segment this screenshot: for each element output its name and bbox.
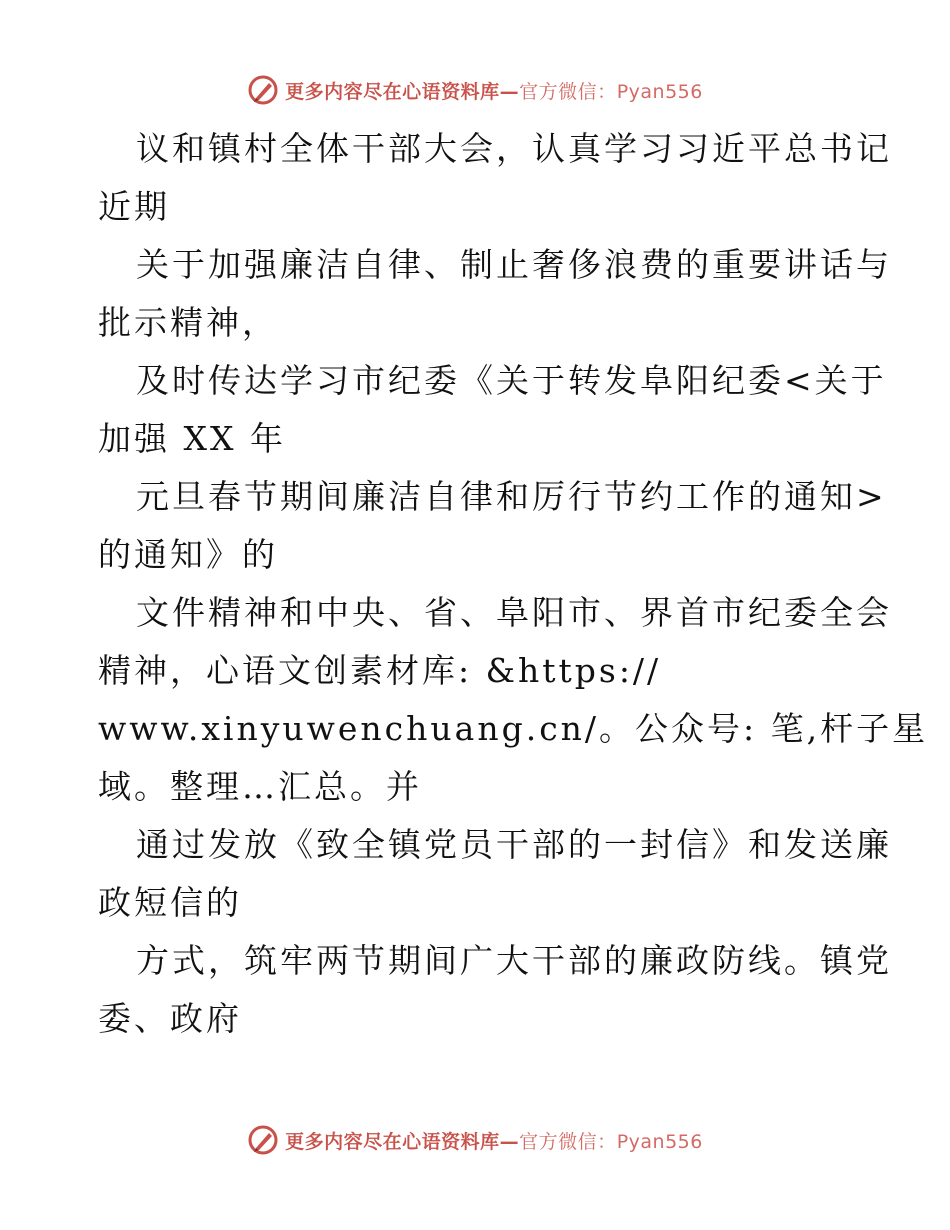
text-line: 精神，心语文创素材库: &https:// [98, 651, 662, 690]
text-line: 关于加强廉洁自律、制止奢侈浪费的重要讲话与 [136, 245, 892, 284]
text-line: 元旦春节期间廉洁自律和厉行节约工作的通知> [136, 477, 887, 516]
pen-logo-icon [247, 74, 279, 106]
header-watermark [0, 72, 950, 108]
watermark-wechat-id: Pyan556 [616, 1130, 703, 1153]
watermark-main-text: 更多内容尽在心语资料库 [285, 80, 500, 103]
text-line: www.xinyuwenchuang.cn/。公众号: 笔,杆子星 [98, 709, 929, 748]
text-line: 方式，筑牢两节期间广大干部的廉政防线。镇党 [136, 941, 892, 980]
text-line: 通过发放《致全镇党员干部的一封信》和发送廉 [136, 825, 892, 864]
text-line: 政短信的 [98, 883, 242, 922]
watermark-wechat-id: Pyan556 [616, 80, 703, 103]
watermark-separator: — [499, 80, 520, 103]
text-line: 的通知》的 [98, 535, 278, 574]
text-line: 域。整理…汇总。并 [98, 767, 422, 806]
text-line: 加强 XX 年 [98, 419, 286, 458]
watermark-wechat-label: 官方微信： [519, 1130, 617, 1153]
text-line: 近期 [98, 187, 170, 226]
text-line: 批示精神， [98, 303, 278, 342]
text-line: 委、政府 [98, 999, 242, 1038]
text-line: 及时传达学习市纪委《关于转发阜阳纪委<关于 [136, 361, 887, 400]
watermark-main-text: 更多内容尽在心语资料库 [285, 1130, 500, 1153]
footer-watermark [0, 1122, 950, 1158]
text-line: 文件精神和中央、省、阜阳市、界首市纪委全会 [136, 593, 892, 632]
pen-logo-icon [247, 1124, 279, 1156]
watermark-separator: — [499, 1130, 520, 1153]
watermark-wechat-label: 官方微信： [519, 80, 617, 103]
text-line: 议和镇村全体干部大会，认真学习习近平总书记 [136, 129, 892, 168]
document-body [98, 120, 929, 1048]
